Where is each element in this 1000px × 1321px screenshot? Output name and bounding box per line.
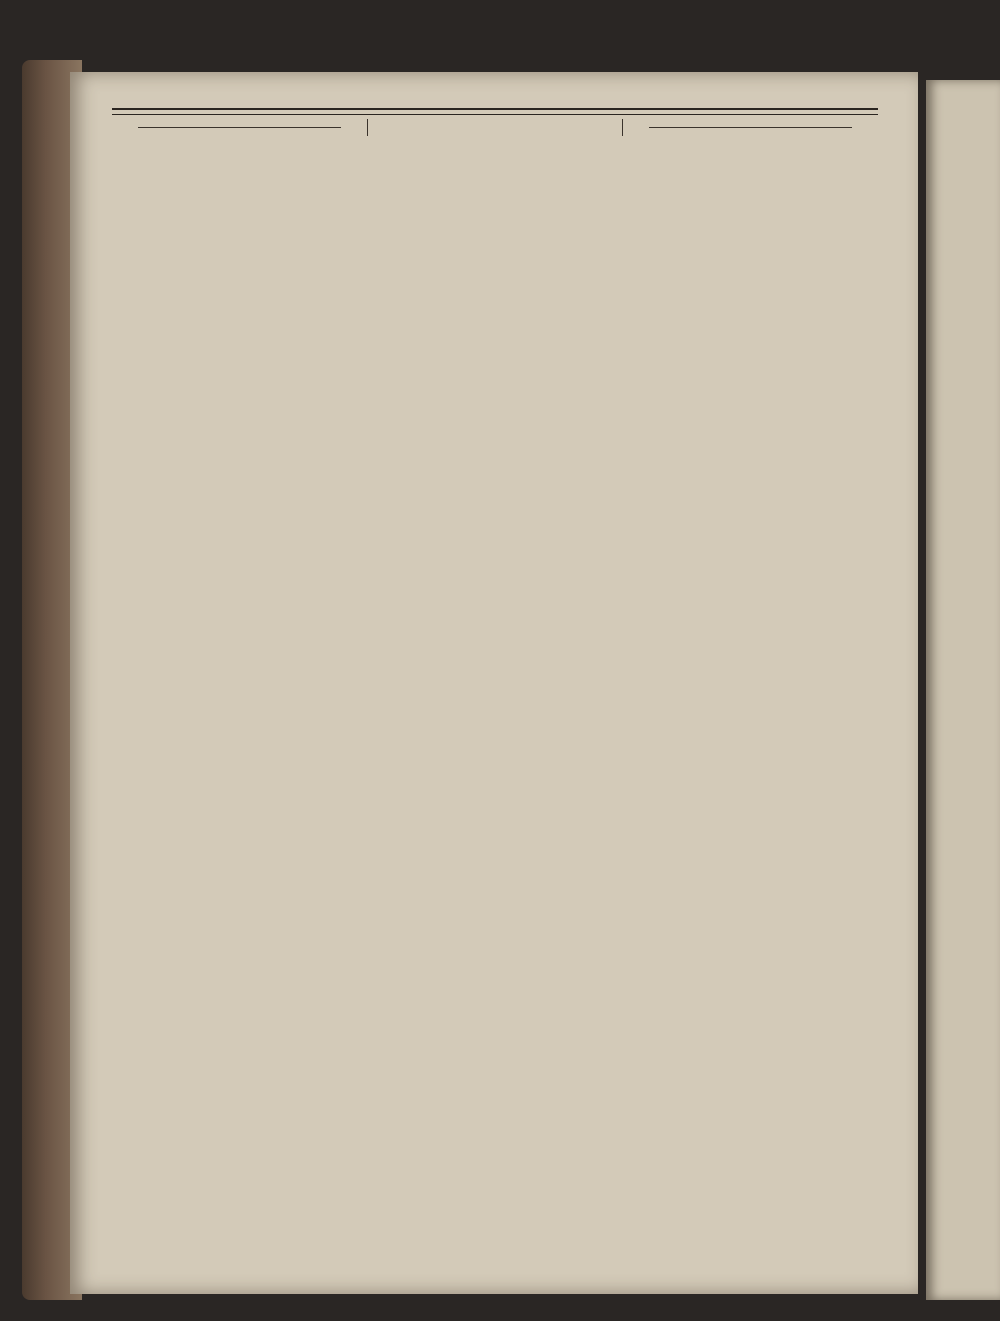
divider (112, 108, 878, 110)
page (70, 72, 918, 1294)
divider (649, 127, 852, 128)
column-3 (622, 119, 878, 136)
column-2 (367, 119, 623, 136)
notice-columns (112, 119, 878, 136)
divider (112, 114, 878, 115)
page-content (112, 96, 878, 136)
next-page-edge (926, 80, 1000, 1300)
divider (138, 127, 341, 128)
column-1 (112, 119, 367, 136)
